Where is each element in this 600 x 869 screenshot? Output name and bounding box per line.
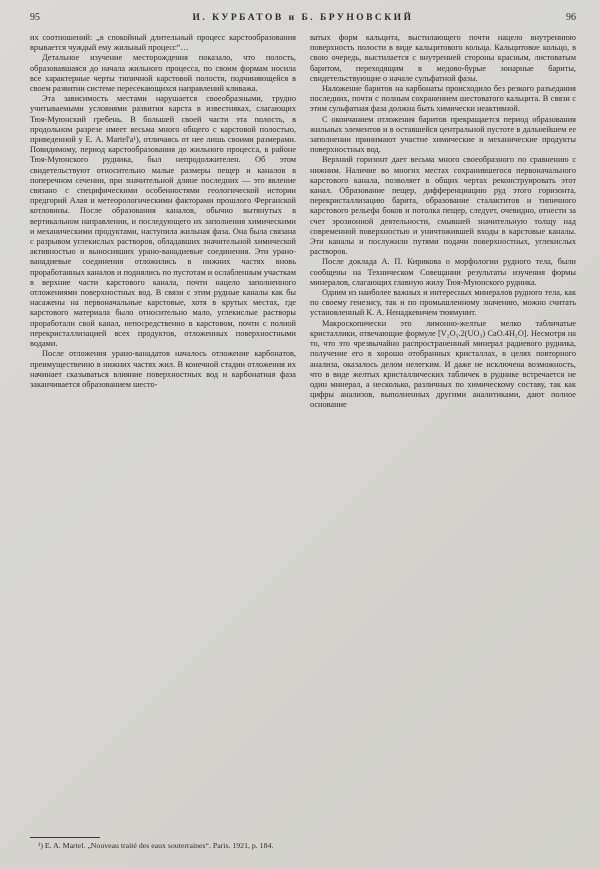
page-header — [0, 0, 600, 23]
paragraph: Эта зависимость местами нарушается своеобразными, трудно учитываемыми условиями развития карста в известняках, слагающих Тюя-Муюнский гребень. В большей своей части эта полость, в продольном разрезе имеет весьма много общего с карстовой полостью, приведенной у Е. А. Martel'а¹), отличаясь от нее лишь своими размерами. Повидимому, период карстообразования до жильного процесса, в районе Тюя-Муюнского рудника, был непродолжителен. Об этом свидетельствуют относительно малые размеры пещер и каналов в поперечном сечении, при значительной длине последних — это явление связано с специфическими особенностями геологической истории предгорий Алая и метеорологическими факторами прошлого Ферганской котловины. После образования каналов, обычно вытянутых в вертикальном направлении, и последующего их заполнения химическими и механическими продуктами, наступила жильная фаза. Она была связана с разрывом углекислых растворов, обладавших значительной химической активностью и выносивших урано-ванадиевые соединения. Эти урано-ванадиевые соединения отложились в нижних частях вновь проработанных каналов и поднялись по пустотам и ослабленным участкам в верхние части карстового канала, почти нацело заполненного отложениями поверхностных вод. В связи с этим рудные каналы как бы насажены на первоначальные карстовые, хотя в крутых местах, где карстового материала было относительно мало, углекислые растворы проработали свой канал, непосредственно в карстовом, почти с полной перекристаллизацией всех продуктов, отложенных поверхностными водами. — [30, 94, 296, 349]
paragraph: Наложение баритов на карбонаты происходило без резкого разъедания последних, почти с полным сохранением шестоватого кальцита. В связи с этим сульфатная фаза должна быть химически неактивной. — [310, 84, 576, 114]
paragraph: После отложения урано-ванадатов началось отложение карбонатов, преимущественно в нижних частях жил. В конечной стадии отложения их начинает сказываться влияние поверхностных вод и карбонатная фаза заканчивается образованием шесто- — [30, 349, 296, 389]
paragraph: Детальное изучение месторождения показало, что полость, образовавшаяся до начала жильного процесса, по своим формам носила все характерные черты типичной карстовой полости, подчиняющейся в своем развитии системе пересекающихся направлений кливажа. — [30, 53, 296, 94]
paragraph: С окончанием отложения баритов прекращается период образования жильных элементов и в оставшейся центральной пустоте в дальнейшем ее заполнении принимают участие химические и механические продукты поверхностных вод. — [310, 114, 576, 155]
footnote-rule — [30, 837, 100, 838]
right-paragraphs — [310, 33, 576, 851]
right-column — [310, 33, 576, 851]
left-paragraphs — [30, 33, 296, 834]
paragraph: Макроскопически это лимонно-желтые мелко табличатые кристаллики, отвечающие формуле [V₂O₅.2(UO₃) CaO.4H₂O]. Несмотря на то, что это чрезвычайно распространенный минерал радиевого рудника, получение его в хорошо отобранных кристаллах, в целях повторного анализа, оказалось делом нелегким. И даже не исключена возможность, что в виде желтых кристаллических табличек в руднике встречается не один минерал, а несколько, различных по химическому составу, так как цифры анализов, выполненных другими аналитиками, дают полное основание — [310, 318, 576, 410]
paragraph: ватых форм кальцита, выстилающего почти нацело внутреннюю поверхность полости в виде кальцитового кольца. Кальцитовое кольцо, в свою очередь, выстилается с внутренней стороны красным, листоватым баритом, переходящим в медово-бурые зонарные бариты, свидетельствующие о начале сульфатной фазы. — [310, 33, 576, 83]
paragraph: Одним из наиболее важных и интересных минералов рудного тела, как по своему генезису, так и по промышленному значению, можно считать установленный К. А. Ненадкевичем тюямунит. — [310, 288, 576, 318]
paragraph: их соотношений: „в спокойный длительный процесс карстообразования врывается чуждый ему жильный процесс“… — [30, 33, 296, 53]
left-column — [30, 33, 296, 851]
page-number-right: 96 — [565, 12, 576, 23]
paragraph: Верхний горизонт дает весьма много своеобразного по сравнению с нижним. Наличие во многих местах сохранившегося первоначального карстового канала, позволяет в общих чертах реконструировать этот канал. Образование пещер, дифференциацию руд этого горизонта, перекристаллизацию барита, образование сталактитов и типичного карстового рельефа боков и потолка пещер, следует, очевидно, отнести за счет эрозионной деятельности, смывшей значительную толщу над современной поверхностью и уничтожившей входы в карстовые каналы. Эти каналы и послужили путями подачи поверхностных, углекислых растворов. — [310, 155, 576, 257]
running-title: И. КУРБАТОВ и Б. БРУНОВСКИЙ — [192, 13, 414, 23]
footnote — [30, 834, 296, 851]
page-number-left: 95 — [30, 12, 40, 23]
text-columns — [0, 23, 600, 851]
footnote-text: ¹) E. A. Martel. „Nouveau traité des eaux souterraines“. Paris. 1921, p. 184. — [38, 841, 274, 851]
paragraph: После доклада А. П. Кирикова о морфологии рудного тела, были сообщены на Техническом Совещании результаты изучения формы минералов, слагающих главную жилу Тюя-Муюнского рудника. — [310, 257, 576, 287]
